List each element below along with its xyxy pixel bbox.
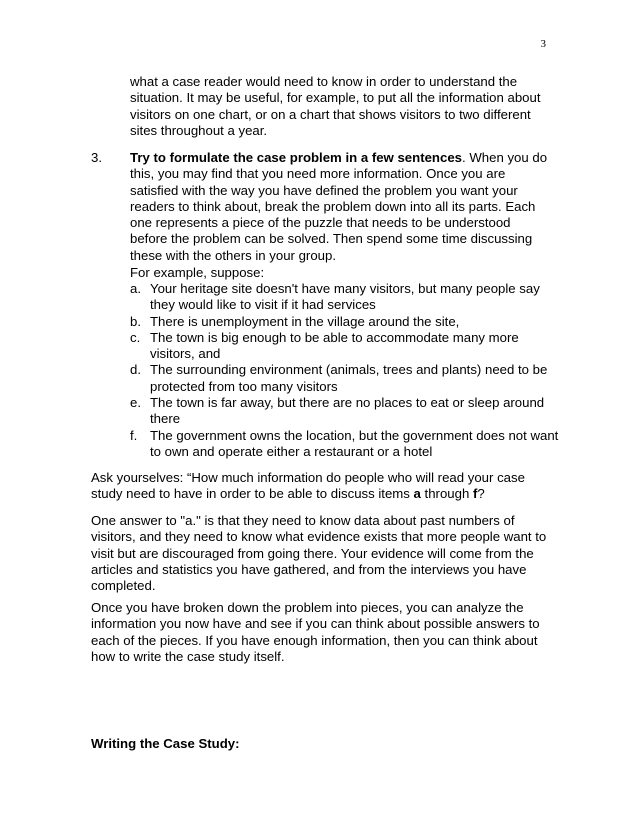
- list-letter: c.: [130, 329, 141, 345]
- list-letter: d.: [130, 362, 141, 378]
- item-3-text: . When you do this, you may find that you need more information. Once you are satisfied with the way you have defined the problem you want your readers to think about, break the problem down into all its parts. Each one represents a piece of the puzzle that needs to be understood before the problem can be solved. Then spend some time discussing these with the others in your group.: [130, 150, 548, 263]
- list-item: [130, 330, 560, 363]
- item-3-paragraph: [130, 150, 550, 264]
- list-item: [130, 428, 560, 461]
- example-intro: For example, suppose:: [130, 265, 265, 280]
- section-heading: Writing the Case Study:: [91, 736, 240, 751]
- item-3-bold-lead: Try to formulate the case problem in a few sentences: [130, 150, 462, 165]
- list-text: Your heritage site doesn't have many visitors, but many people say they would like to visit if it had services: [150, 281, 540, 313]
- ask-text-1: Ask yourselves: “How much information do people who will read your case study need to have in order to be able to discuss items: [91, 470, 525, 502]
- list-text: The surrounding environment (animals, trees and plants) need to be protected from too many visitors: [150, 362, 548, 394]
- ask-bold-a: a: [413, 486, 421, 502]
- list-item: [130, 362, 560, 395]
- ask-text-2: through: [420, 486, 473, 502]
- ask-paragraph: [91, 470, 551, 503]
- list-letter: a.: [130, 281, 141, 296]
- list-text: The town is far away, but there are no places to eat or sleep around there: [150, 395, 545, 427]
- continuation-paragraph: what a case reader would need to know in order to understand the situation. It may be useful, for example, to put all the information about visitors on one chart, or on a chart that shows visitors to two different sites throughout a year.: [130, 74, 541, 138]
- page-number: 3: [540, 38, 546, 50]
- list-letter: f.: [130, 427, 138, 443]
- list-item: [130, 395, 560, 428]
- list-letter: b.: [130, 313, 141, 329]
- list-letter: e.: [130, 395, 141, 411]
- list-text: The town is big enough to be able to accommodate many more visitors, and: [150, 329, 519, 362]
- list-text: The government owns the location, but the government does not want to own and operate either a restaurant or a hotel: [150, 427, 559, 459]
- list-item: [130, 314, 560, 330]
- list-item: [130, 281, 560, 314]
- example-list: [130, 281, 560, 460]
- once-broken-paragraph: Once you have broken down the problem into pieces, you can analyze the information you now have and see if you can think about possible answers to each of the pieces. If you have enough information, then you can think about how to write the case study itself.: [91, 600, 540, 664]
- one-answer-paragraph: One answer to "a." is that they need to know data about past numbers of visitors, and they need to know what evidence exists that more people want to visit but are discouraged from going there. Your evidence will come from the articles and statistics you have gathered, and from the interviews you have completed.: [91, 513, 547, 594]
- ask-text-3: ?: [477, 486, 485, 502]
- ask-bold-f: f: [472, 486, 478, 502]
- list-text: There is unemployment in the village around the site,: [150, 313, 460, 329]
- item-number: 3.: [91, 150, 102, 165]
